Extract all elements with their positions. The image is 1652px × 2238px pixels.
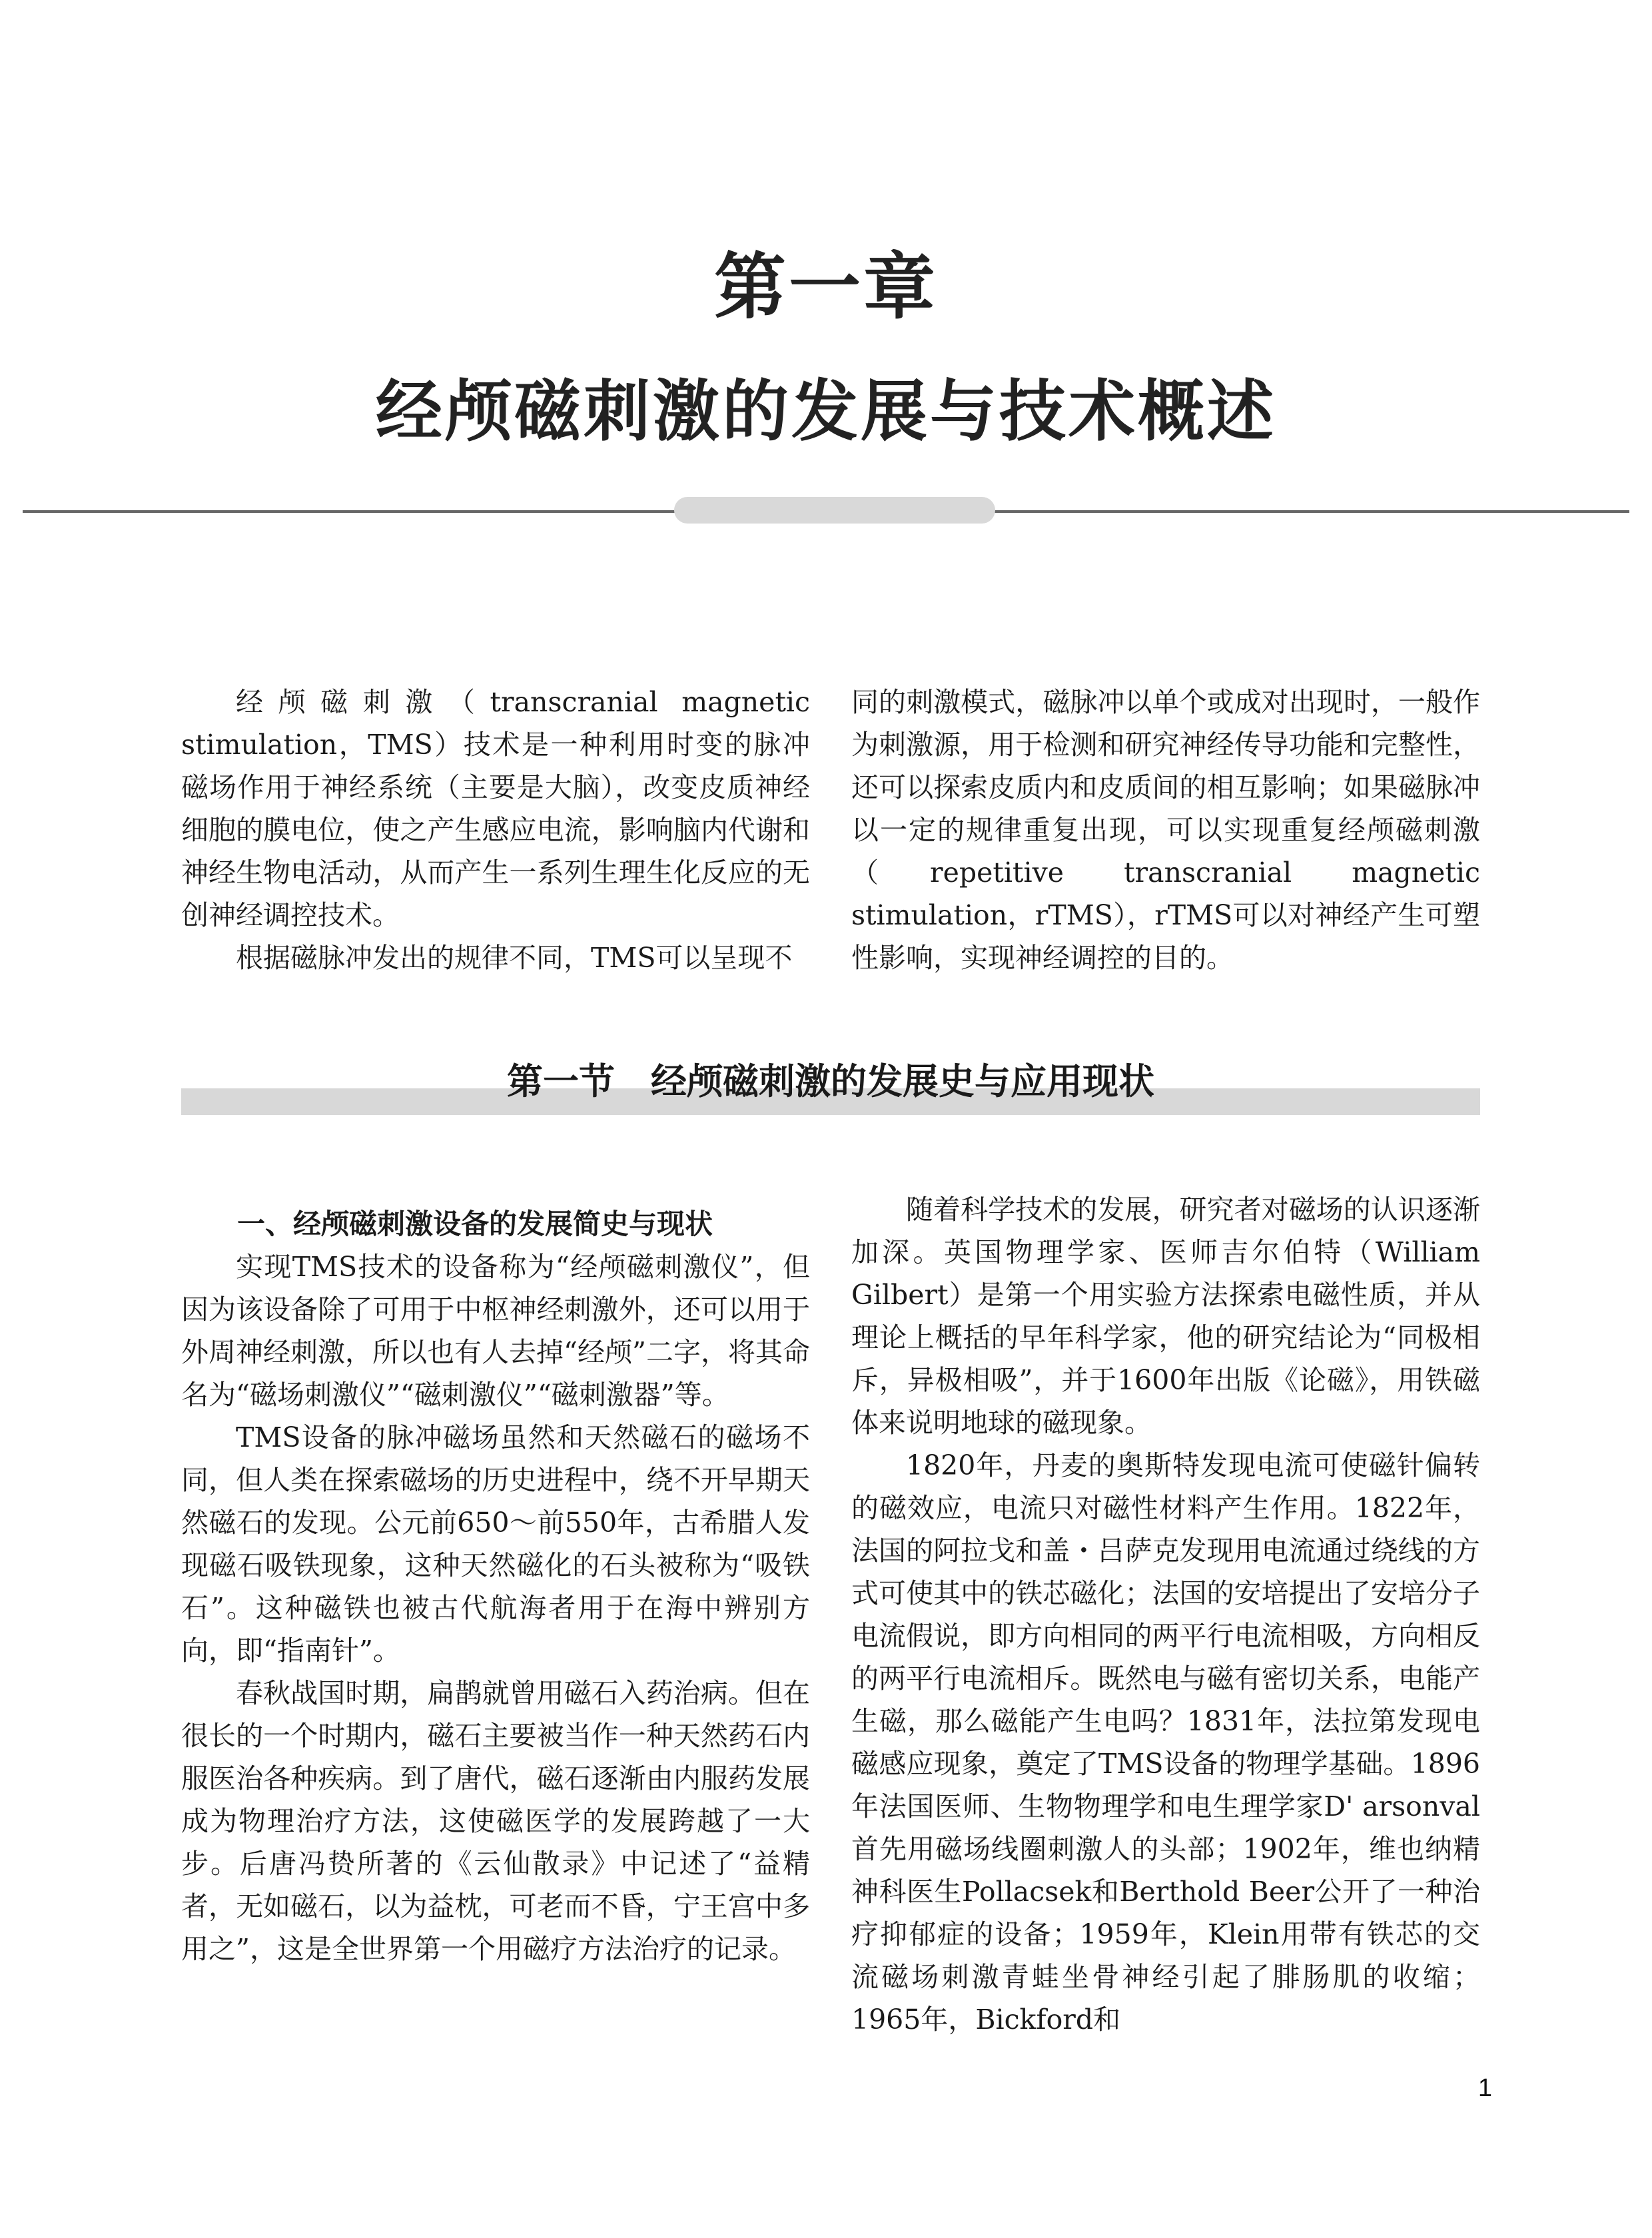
body-column-left bbox=[181, 1203, 810, 1970]
page-number: 1 bbox=[1477, 2074, 1492, 2102]
intro-column-left bbox=[181, 681, 810, 979]
chapter-number: 第一章 bbox=[713, 246, 938, 329]
body-paragraph: 随着科学技术的发展，研究者对磁场的认识逐渐加深。英国物理学家、医师吉尔伯特（William Gilbert）是第一个用实验方法探索电磁性质，并从理论上概括的早年科学家，他的研究结论为“同极相斥，异极相吸”，并于1600年出版《论磁》，用铁磁体来说明地球的磁现象。 bbox=[851, 1194, 1480, 1439]
body-column-right bbox=[851, 1188, 1480, 2041]
subsection-heading: 一、经颅磁刺激设备的发展简史与现状 bbox=[237, 1208, 713, 1240]
section-title: 第一节 经颅磁刺激的发展史与应用现状 bbox=[507, 1060, 1154, 1102]
chapter-divider-ornament bbox=[674, 497, 995, 524]
body-paragraph: TMS设备的脉冲磁场虽然和天然磁石的磁场不同，但人类在探索磁场的历史进程中，绕不开早期天然磁石的发现。公元前650～前550年，古希腊人发现磁石吸铁现象，这种天然磁化的石头被称为“吸铁石”。这种磁铁也被古代航海者用于在海中辨别方向，即“指南针”。 bbox=[181, 1421, 810, 1667]
body-paragraph: 春秋战国时期，扁鹊就曾用磁石入药治病。但在很长的一个时期内，磁石主要被当作一种天然药石内服医治各种疾病。到了唐代，磁石逐渐由内服药发展成为物理治疗方法，这使磁医学的发展跨越了一大步。后唐冯贽所著的《云仙散录》中记述了“益精者，无如磁石，以为益枕，可老而不昏，宁王宫中多用之”，这是全世界第一个用磁疗方法治疗的记录。 bbox=[181, 1677, 810, 1965]
chapter-title: 经颅磁刺激的发展与技术概述 bbox=[376, 372, 1276, 450]
intro-paragraph: 经颅磁刺激（transcranial magnetic stimulation，TMS）技术是一种利用时变的脉冲磁场作用于神经系统（主要是大脑），改变皮质神经细胞的膜电位，使之产生感应电流，影响脑内代谢和神经生物电活动，从而产生一系列生理生化反应的无创神经调控技术。 bbox=[181, 686, 810, 931]
body-paragraph: 1820年，丹麦的奥斯特发现电流可使磁针偏转的磁效应，电流只对磁性材料产生作用。1822年，法国的阿拉戈和盖・吕萨克发现用电流通过绕线的方式可使其中的铁芯磁化；法国的安培提出了安培分子电流假说，即方向相同的两平行电流相吸，方向相反的两平行电流相斥。既然电与磁有密切关系，电能产生磁，那么磁能产生电吗？1831年，法拉第发现电磁感应现象，奠定了TMS设备的物理学基础。1896年法国医师、生物物理学和电生理学家D' arsonval首先用磁场线圈刺激人的头部；1902年，维也纳精神科医生Pollacsek和Berthold Beer公开了一种治疗抑郁症的设备；1959年，Klein用带有铁芯的交流磁场刺激青蛙坐骨神经引起了腓肠肌的收缩；1965年，Bickford和 bbox=[851, 1449, 1480, 2036]
body-paragraph: 实现TMS技术的设备称为“经颅磁刺激仪”，但因为该设备除了可用于中枢神经刺激外，还可以用于外周神经刺激，所以也有人去掉“经颅”二字，将其命名为“磁场刺激仪”“磁刺激仪”“磁刺激器”等。 bbox=[181, 1251, 810, 1411]
intro-column-right bbox=[851, 681, 1480, 979]
intro-paragraph: 同的刺激模式，磁脉冲以单个或成对出现时，一般作为刺激源，用于检测和研究神经传导功能和完整性，还可以探索皮质内和皮质间的相互影响；如果磁脉冲以一定的规律重复出现，可以实现重复经颅磁刺激（repetitive transcranial magnetic stimulation，rTMS），rTMS可以对神经产生可塑性影响，实现神经调控的目的。 bbox=[851, 686, 1480, 974]
intro-paragraph: 根据磁脉冲发出的规律不同，TMS可以呈现不 bbox=[236, 942, 793, 974]
